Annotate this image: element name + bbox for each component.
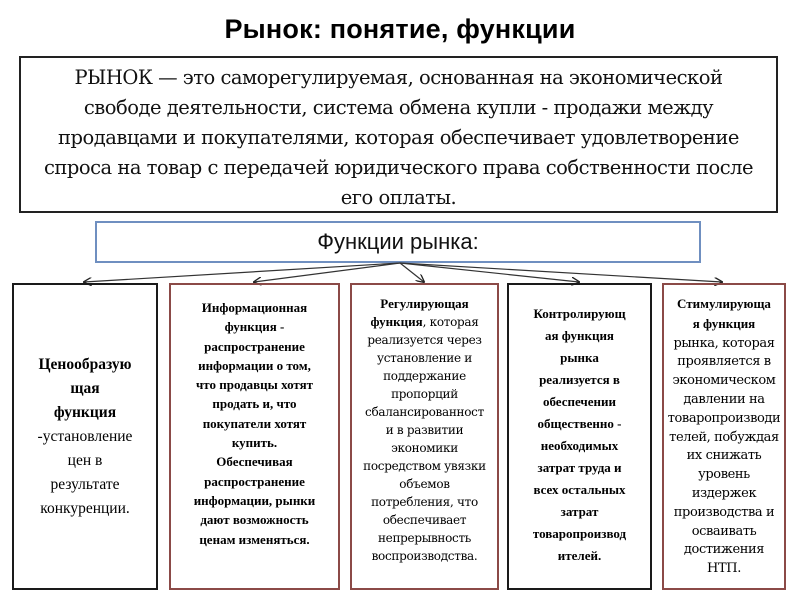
function-information <box>169 283 340 590</box>
function-desc-line: конкуренции. <box>40 499 130 517</box>
function-desc-line: , которая <box>422 315 479 329</box>
function-desc-line: проявляется в <box>677 354 771 370</box>
arrow-to-pricing <box>84 263 400 282</box>
function-desc-line: экономическом <box>672 373 776 389</box>
function-desc-line: издержек <box>691 485 757 501</box>
function-text-line: что продавцы хотят <box>195 377 314 393</box>
function-text-line: покупатели хотят <box>202 415 307 431</box>
function-desc-line: -установление <box>37 427 133 445</box>
function-desc-line: экономики <box>391 441 458 455</box>
function-desc-line: результате <box>50 475 120 493</box>
definition-line: его оплаты. <box>340 186 457 209</box>
function-text-line: ая функция <box>545 328 614 343</box>
function-pricing <box>12 283 158 590</box>
function-text-line: дают возможность <box>200 512 309 528</box>
function-text-line: Контролирующ <box>533 306 626 321</box>
arrow-to-information <box>254 263 400 282</box>
function-text-line: реализуется в <box>539 372 620 387</box>
function-desc-line: сбалансированност <box>365 405 484 419</box>
function-desc-line: товаропроизводи <box>667 410 781 426</box>
definition-line: продавцами и покупателями, которая обеспечивает удовлетворение <box>58 126 739 149</box>
function-desc-line: потребления, что <box>371 495 478 509</box>
function-text-line: затрат <box>560 504 599 519</box>
function-text-line: общественно - <box>537 416 622 431</box>
function-text-line: ителей. <box>557 548 602 563</box>
function-desc-line: непрерывность <box>377 531 472 545</box>
function-desc-line: рынка, которая <box>673 335 775 351</box>
function-name-line: функция <box>53 403 117 421</box>
function-text-line: продать и, что <box>212 396 297 412</box>
function-name-line: Ценообразую <box>38 355 132 373</box>
function-text-line: ценам изменяться. <box>199 531 310 547</box>
function-controlling <box>507 283 652 590</box>
page-title: Рынок: понятие, функции <box>224 14 576 44</box>
function-desc-line: уровень <box>698 467 750 483</box>
function-name-line: Регулирующая <box>380 296 469 311</box>
function-desc-line: воспроизводства. <box>371 549 478 563</box>
function-desc-line: посредством увязки <box>363 459 486 473</box>
function-desc-line: производства и <box>673 504 775 520</box>
function-name-line: функция <box>370 314 423 329</box>
function-desc-line: их снижать <box>686 448 762 464</box>
function-desc-line: давлении на <box>683 391 765 407</box>
function-text-line: рынка <box>560 350 599 365</box>
function-text-line: функция - <box>224 319 285 335</box>
definition-line: РЫНОК — это саморегулируемая, основанная на экономической <box>74 66 723 89</box>
function-name-line: я функция <box>692 315 756 331</box>
function-text-line: информации о том, <box>198 357 311 373</box>
function-desc-line: цен в <box>67 451 103 469</box>
function-text-line: необходимых <box>540 438 619 453</box>
function-desc-line: поддержание <box>383 369 466 383</box>
function-name-line: щая <box>70 379 100 397</box>
function-desc-line: и в развитии <box>385 423 464 437</box>
function-desc-line: осваивать <box>691 523 757 539</box>
function-desc-line: объемов <box>399 477 450 491</box>
function-text-line: купить. <box>231 435 278 451</box>
function-text-line: обеспечении <box>542 394 617 409</box>
function-name-line: Стимулирующа <box>677 296 771 311</box>
definition-line: спроса на товар с передачей юридического права собственности после <box>43 156 754 179</box>
function-text-line: всех остальных <box>533 482 626 497</box>
function-text-line: Обеспечивая <box>216 454 293 470</box>
function-regulating <box>350 283 499 590</box>
arrow-to-stimulating <box>400 263 722 282</box>
function-stimulating <box>662 283 786 590</box>
function-desc-line: НТП. <box>707 561 741 577</box>
function-text-line: распространение <box>204 338 305 354</box>
functions-header: Функции рынка: <box>95 221 701 263</box>
function-desc-line: установление и <box>377 351 472 365</box>
function-desc-line: телей, побуждая <box>669 429 779 445</box>
function-text-line: распространение <box>204 473 305 489</box>
function-text-line: информации, рынки <box>193 492 316 508</box>
function-desc-line: обеспечивает <box>382 513 467 527</box>
function-text-line: Информационная <box>201 300 308 315</box>
function-desc-line: реализуется через <box>367 333 482 347</box>
function-text-line: товаропроизвод <box>532 526 627 541</box>
arrow-to-regulating <box>400 263 424 282</box>
function-desc-line: пропорций <box>391 387 458 401</box>
function-desc-line: достижения <box>683 542 765 558</box>
function-text-line: затрат труда и <box>537 460 622 475</box>
definition-line: свободе деятельности, система обмена купли - продажи между <box>83 96 714 119</box>
